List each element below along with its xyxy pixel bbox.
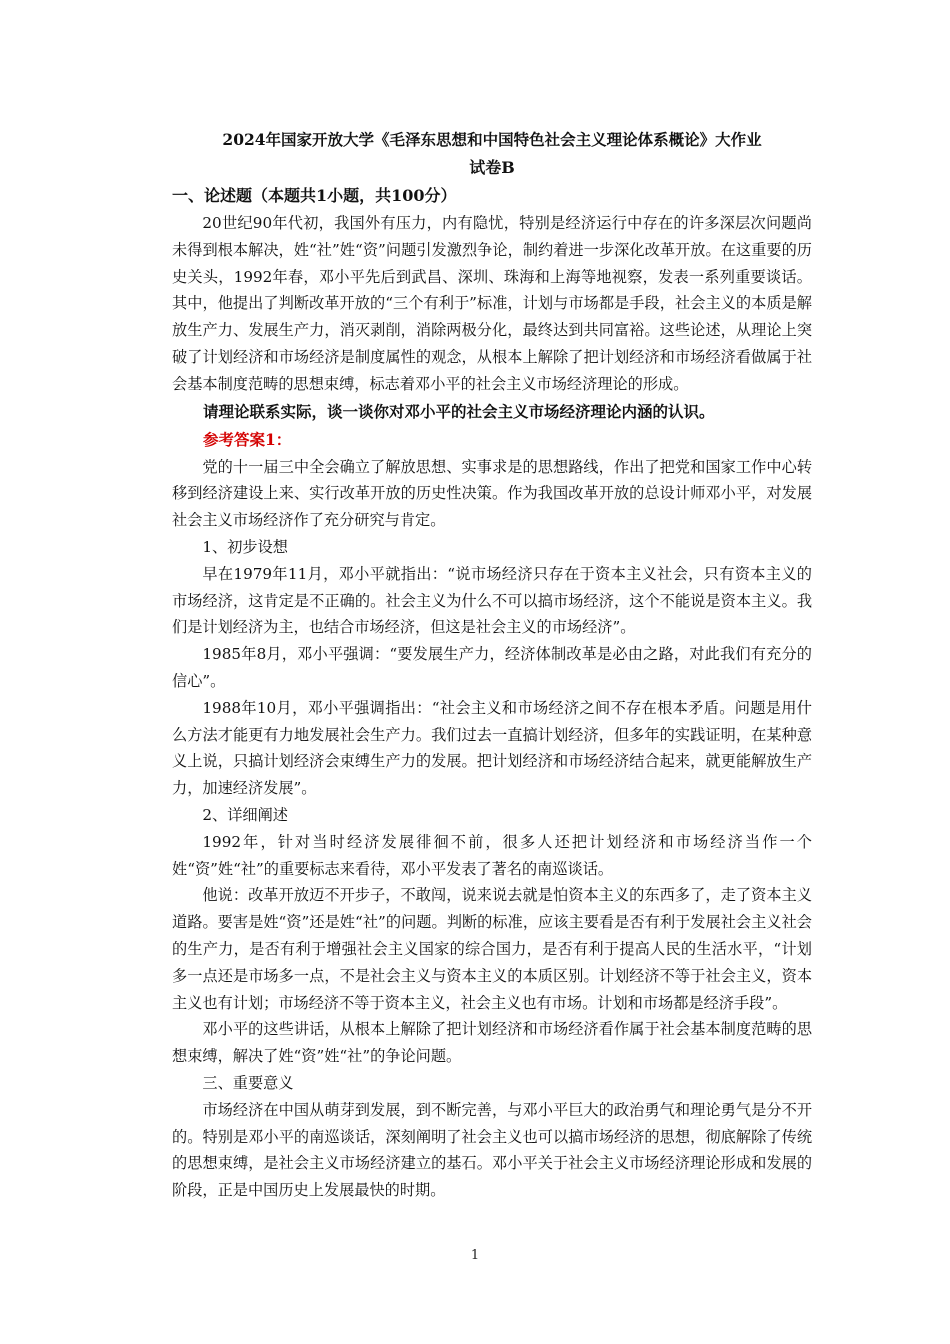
answer-paragraph: 1992年，针对当时经济发展徘徊不前，很多人还把计划经济和市场经济当作一个姓“资”姓“社”的重要标志来看待，邓小平发表了著名的南巡谈话。	[172, 832, 812, 878]
answer-paragraph: 他说：改革开放迈不开步子，不敢闯，说来说去就是怕资本主义的东西多了，走了资本主义道路。要害是姓“资”还是姓“社”的问题。判断的标准，应该主要看是否有利于发展社会主义社会的生产力，是否有利于增强社会主义国家的综合国力，是否有利于提高人民的生活水平，“计划多一点还是市场多一点，不是社会主义与资本主义的本质区别。计划经济不等于社会主义，资本主义也有计划；市场经济不等于资本主义，社会主义也有市场。计划和市场都是经济手段”。	[172, 886, 812, 1012]
document-subtitle: 试卷B	[469, 158, 515, 177]
answer-subheading: 三、重要意义	[202, 1073, 294, 1092]
answer-paragraph: 1988年10月，邓小平强调指出：“社会主义和市场经济之间不存在根本矛盾。问题是用什么方法才能更有力地发展社会生产力。我们过去一直搞计划经济，但多年的实践证明，在某种意义上说，只搞计划经济会束缚生产力的发展。把计划经济和市场经济结合起来，就更能解放生产力，加速经济发展”。	[172, 698, 812, 798]
answer-paragraph: 早在1979年11月，邓小平就指出：“说市场经济只存在于资本主义社会，只有资本主义的市场经济，这肯定是不正确的。社会主义为什么不可以搞市场经济，这个不能说是资本主义。我们是计划经济为主，也结合市场经济，但这是社会主义的市场经济”。	[172, 564, 812, 637]
answer-paragraph: 邓小平的这些讲话，从根本上解除了把计划经济和市场经济看作属于社会基本制度范畴的思想束缚，解决了姓“资”姓“社”的争论问题。	[172, 1020, 812, 1066]
answer-paragraph: 1985年8月，邓小平强调：“要发展生产力，经济体制改革是必由之路，对此我们有充分的信心”。	[172, 645, 812, 690]
document-body	[172, 126, 812, 1204]
question-prompt: 请理论联系实际，谈一谈你对邓小平的社会主义市场经济理论内涵的认识。	[203, 401, 715, 421]
document-title: 2024年国家开放大学《毛泽东思想和中国特色社会主义理论体系概论》大作业	[222, 130, 762, 149]
page-number: 1	[470, 1248, 480, 1263]
answer-subheading: 2、详细阐述	[202, 805, 288, 824]
question-paragraph: 20世纪90年代初，我国外有压力，内有隐忧，特别是经济运行中存在的许多深层次问题尚未得到根本解决，姓“社”姓“资”问题引发激烈争论，制约着进一步深化改革开放。在这重要的历史关头，1992年春，邓小平先后到武昌、深圳、珠海和上海等地视察，发表一系列重要谈话。其中，他提出了判断改革开放的“三个有利于”标准，计划与市场都是手段，社会主义的本质是解放生产力、发展生产力，消灭剥削，消除两极分化，最终达到共同富裕。这些论述，从理论上突破了计划经济和市场经济是制度属性的观念，从根本上解除了把计划经济和市场经济看做属于社会基本制度范畴的思想束缚，标志着邓小平的社会主义市场经济理论的形成。	[172, 214, 812, 393]
answer-paragraph: 党的十一届三中全会确立了解放思想、实事求是的思想路线，作出了把党和国家工作中心转移到经济建设上来、实行改革开放的历史性决策。作为我国改革开放的总设计师邓小平，对发展社会主义市场经济作了充分研究与肯定。	[172, 457, 812, 530]
section-heading: 一、论述题（本题共1小题，共100分）	[172, 186, 457, 205]
answer-label: 参考答案1：	[203, 429, 292, 449]
answer-paragraph: 市场经济在中国从萌芽到发展，到不断完善，与邓小平巨大的政治勇气和理论勇气是分不开的。特别是邓小平的南巡谈话，深刻阐明了社会主义也可以搞市场经济的思想，彻底解除了传统的思想束缚，是社会主义市场经济建立的基石。邓小平关于社会主义市场经济理论形成和发展的阶段，正是中国历史上发展最快的时期。	[172, 1100, 812, 1200]
answer-subheading: 1、初步设想	[202, 537, 288, 556]
